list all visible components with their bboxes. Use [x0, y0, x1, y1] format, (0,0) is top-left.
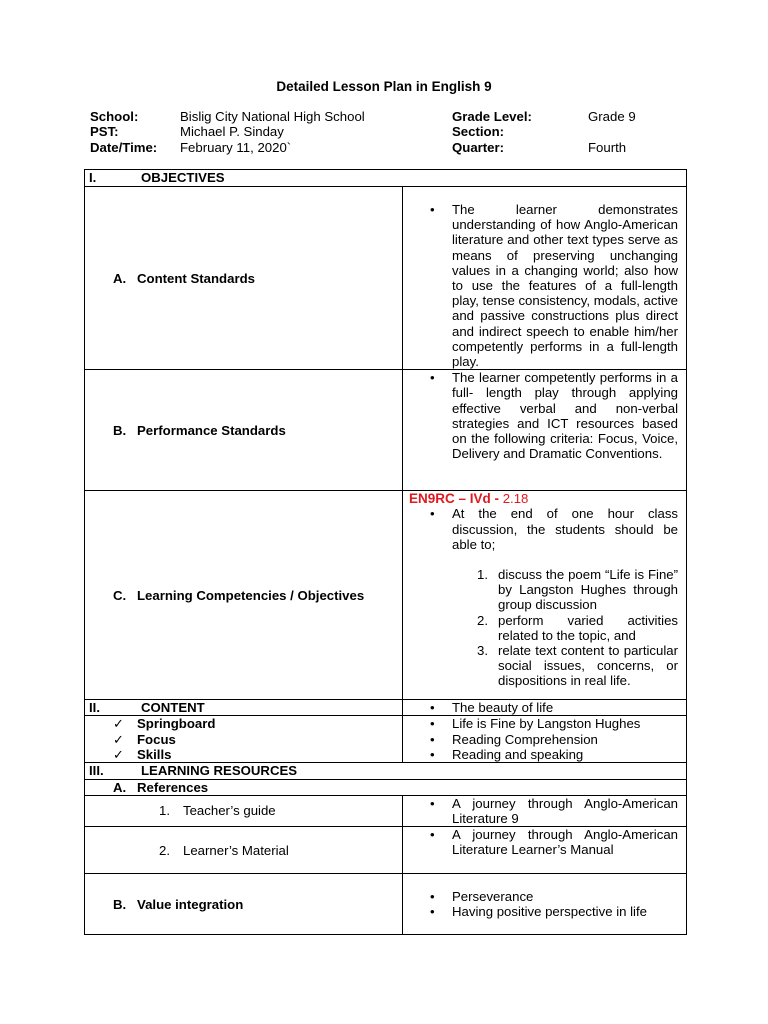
- learners-material-cell: [403, 827, 687, 874]
- content-standards-row: [85, 187, 687, 370]
- teachers-guide-cell: [403, 795, 687, 826]
- content-item: • Reading Comprehension: [403, 732, 678, 747]
- content-standards-cell: [403, 187, 687, 370]
- competencies-intro: • At the end of one hour class discussion, the students should be able to;: [403, 506, 678, 552]
- performance-standards-row: [85, 370, 687, 491]
- performance-standards-text: • The learner competently performs in a full- length play through applying effective verbal and non-verbal strategies and ICT resources based on the following criteria: Focus, Voice, Delivery and Dramatic Conventions.: [403, 370, 678, 461]
- content-item: • Life is Fine by Langston Hughes: [403, 716, 678, 731]
- info-row-school: [90, 109, 690, 124]
- learners-material-row: [85, 827, 687, 874]
- references-row: [85, 779, 687, 795]
- objectives-header-row: [85, 170, 687, 187]
- quarter-value: Fourth: [588, 139, 627, 155]
- learners-material-text: • A journey through Anglo-American Literature Learner’s Manual: [403, 827, 678, 857]
- content-standards-label: A. Content Standards: [85, 187, 403, 370]
- teachers-guide-text: • A journey through Anglo-American Literature 9: [403, 796, 678, 826]
- competencies-row: [85, 491, 687, 700]
- competencies-list: [403, 567, 686, 689]
- value-item: • Perseverance: [403, 889, 678, 904]
- pst-label: PST:: [90, 124, 119, 140]
- springboard-label: ✓ Springboard: [113, 716, 402, 731]
- info-row-date: [90, 140, 690, 155]
- lesson-plan-table: [84, 169, 687, 935]
- content-item: • Reading and speaking: [403, 747, 678, 762]
- teachers-guide-label: 1. Teacher’s guide: [85, 795, 403, 826]
- performance-standards-label: B. Performance Standards: [85, 370, 403, 491]
- content-details-row: [85, 716, 687, 763]
- section-label: Section:: [452, 124, 505, 140]
- school-label: School:: [90, 109, 139, 124]
- date-value: February 11, 2020`: [180, 139, 292, 155]
- value-integration-row: [85, 874, 687, 935]
- competency-item: 2. perform varied activities related to the topic, and: [477, 612, 679, 643]
- objectives-header: I. OBJECTIVES: [85, 170, 687, 187]
- content-item: • The beauty of life: [403, 700, 678, 715]
- date-label: Date/Time:: [90, 139, 158, 155]
- resources-header-row: [85, 763, 687, 779]
- document-title: Detailed Lesson Plan in English 9: [276, 79, 492, 94]
- pst-value: Michael P. Sinday: [180, 124, 284, 140]
- learners-material-label: 2. Learner’s Material: [85, 827, 403, 874]
- competency-item: 1. discuss the poem “Life is Fine” by Langston Hughes through group discussion: [477, 567, 679, 613]
- grade-label: Grade Level:: [452, 109, 532, 124]
- content-standards-text: • The learner demonstrates understanding of how Anglo-American literature and other text types serve as means of preserving unchanging values in a changing world; also how to use the features of a full-length play, tense consistency, modals, active and passive constructions plus direct and indirect speech to enable him/her competently performs in a full-length play.: [403, 202, 678, 369]
- content-items-cell: [403, 716, 687, 763]
- content-item-cell: [403, 700, 687, 716]
- competency-item: 3. relate text content to particular social issues, concerns, or dispositions in real life.: [477, 643, 679, 689]
- value-integration-cell: [403, 874, 687, 935]
- value-item: • Having positive perspective in life: [403, 904, 678, 919]
- competencies-label: C. Learning Competencies / Objectives: [85, 491, 403, 700]
- content-header-row: [85, 700, 687, 716]
- content-checklist: [85, 716, 403, 763]
- focus-label: ✓ Focus: [113, 732, 402, 747]
- content-header: II. CONTENT: [85, 700, 403, 716]
- school-value: Bislig City National High School: [180, 109, 365, 124]
- resources-header: III. LEARNING RESOURCES: [85, 763, 687, 779]
- performance-standards-cell: [403, 370, 687, 491]
- competency-code: EN9RC – IVd - 2.18: [409, 491, 529, 507]
- value-integration-label: B. Value integration: [85, 874, 403, 935]
- quarter-label: Quarter:: [452, 139, 505, 155]
- references-label: A. References: [85, 779, 687, 795]
- info-block: [90, 109, 690, 155]
- teachers-guide-row: [85, 795, 687, 826]
- skills-label: ✓ Skills: [113, 747, 402, 762]
- info-row-pst: [90, 124, 690, 139]
- grade-value: Grade 9: [588, 109, 636, 124]
- competencies-cell: [403, 491, 687, 700]
